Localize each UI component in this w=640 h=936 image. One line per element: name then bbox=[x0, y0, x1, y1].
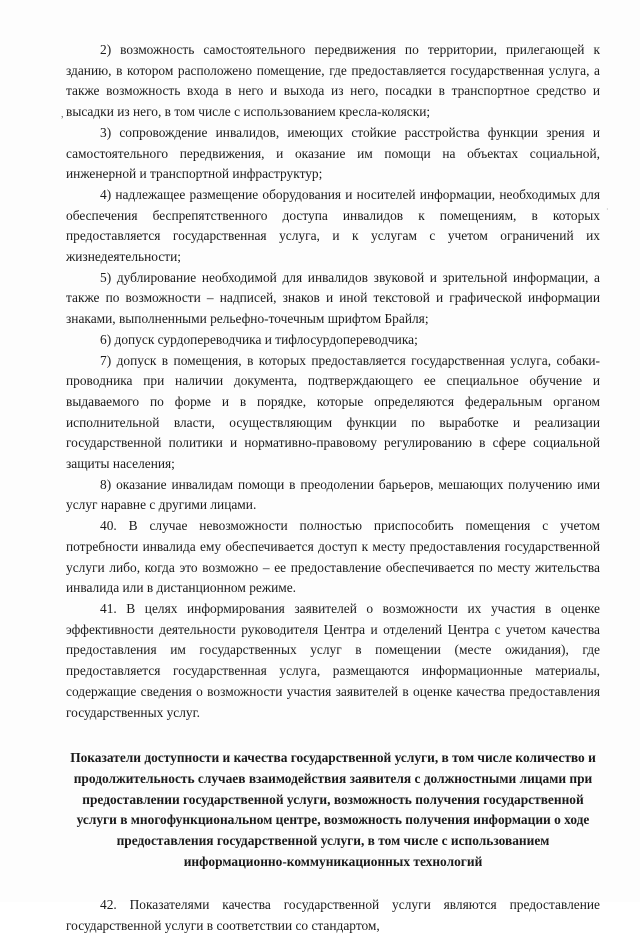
paragraph-item-4: 4) надлежащее размещение оборудования и носителей информации, необходимых для обеспечения беспрепятственного доступа инвалидов к помещениям, в которых предоставляется государственная услуга, и к услугам с учетом ограничений их жизнедеятельности; bbox=[66, 186, 600, 265]
paragraph-42: 42. Показателями качества государственной услуги являются предоставление государственной услуги в соответствии со стандартом, bbox=[66, 897, 600, 934]
paragraph-item-3: 3) сопровождение инвалидов, имеющих стойкие расстройства функции зрения и самостоятельного передвижения, и оказание им помощи на объектах социальной, инженерной и транспортной инфраструктур; bbox=[66, 124, 600, 182]
paragraph-item-8: 8) оказание инвалидам помощи в преодолении барьеров, мешающих получению ими услуг наравне с другими лицами. bbox=[66, 476, 600, 513]
section-heading: Показатели доступности и качества государственной услуги, в том числе количество и продолжительность случаев взаимодействия заявителя с должностными лицами при предоставлении государственной услуги, возможность получения государственной услуги в многофункциональном центре, возможность получения информации о ходе предоставления государственной услуги, в том числе с использованием информационно-коммуникационных технологий bbox=[70, 750, 596, 869]
document-body bbox=[66, 40, 600, 936]
paragraph-item-7: 7) допуск в помещения, в которых предоставляется государственная услуга, собаки-проводника при наличии документа, подтверждающего ее специальное обучение и выдаваемого по форме и в порядке, которые определяются федеральным органом исполнительной власти, осуществляющим функции по выработке и реализации государственной политики и нормативно-правовому регулированию в сфере социальной защиты населения; bbox=[66, 352, 600, 472]
scan-speck: · bbox=[606, 205, 609, 214]
scan-mark: , bbox=[61, 109, 64, 120]
paragraph-41: 41. В целях информирования заявителей о возможности их участия в оценке эффективности деятельности руководителя Центра и отделений Центра с учетом качества предоставления им государственных услуг в помещении (месте ожидания), где предоставляется государственная услуга, размещаются информационные материалы, содержащие сведения о возможности участия заявителей в оценке качества предоставления государственных услуг. bbox=[66, 600, 600, 720]
paragraph-item-5: 5) дублирование необходимой для инвалидов звуковой и зрительной информации, а также по возможности – надписей, знаков и иной текстовой и графической информации знаками, выполненными рельефно-точечным шрифтом Брайля; bbox=[66, 269, 600, 327]
paragraph-40: 40. В случае невозможности полностью приспособить помещения с учетом потребности инвалида ему обеспечивается доступ к месту предоставления государственной услуги либо, когда это возможно – ее предоставление обеспечивается по месту жительства инвалида или в дистанционном режиме. bbox=[66, 518, 600, 596]
paragraph-item-2: 2) возможность самостоятельного передвижения по территории, прилегающей к зданию, в котором расположено помещение, где предоставляется государственная услуга, а также возможность входа в него и выхода из него, посадки в транспортное средство и высадки из него, в том числе с использованием кресла-коляски; bbox=[66, 42, 600, 120]
paragraph-item-6: 6) допуск сурдопереводчика и тифлосурдопереводчика; bbox=[100, 331, 418, 347]
